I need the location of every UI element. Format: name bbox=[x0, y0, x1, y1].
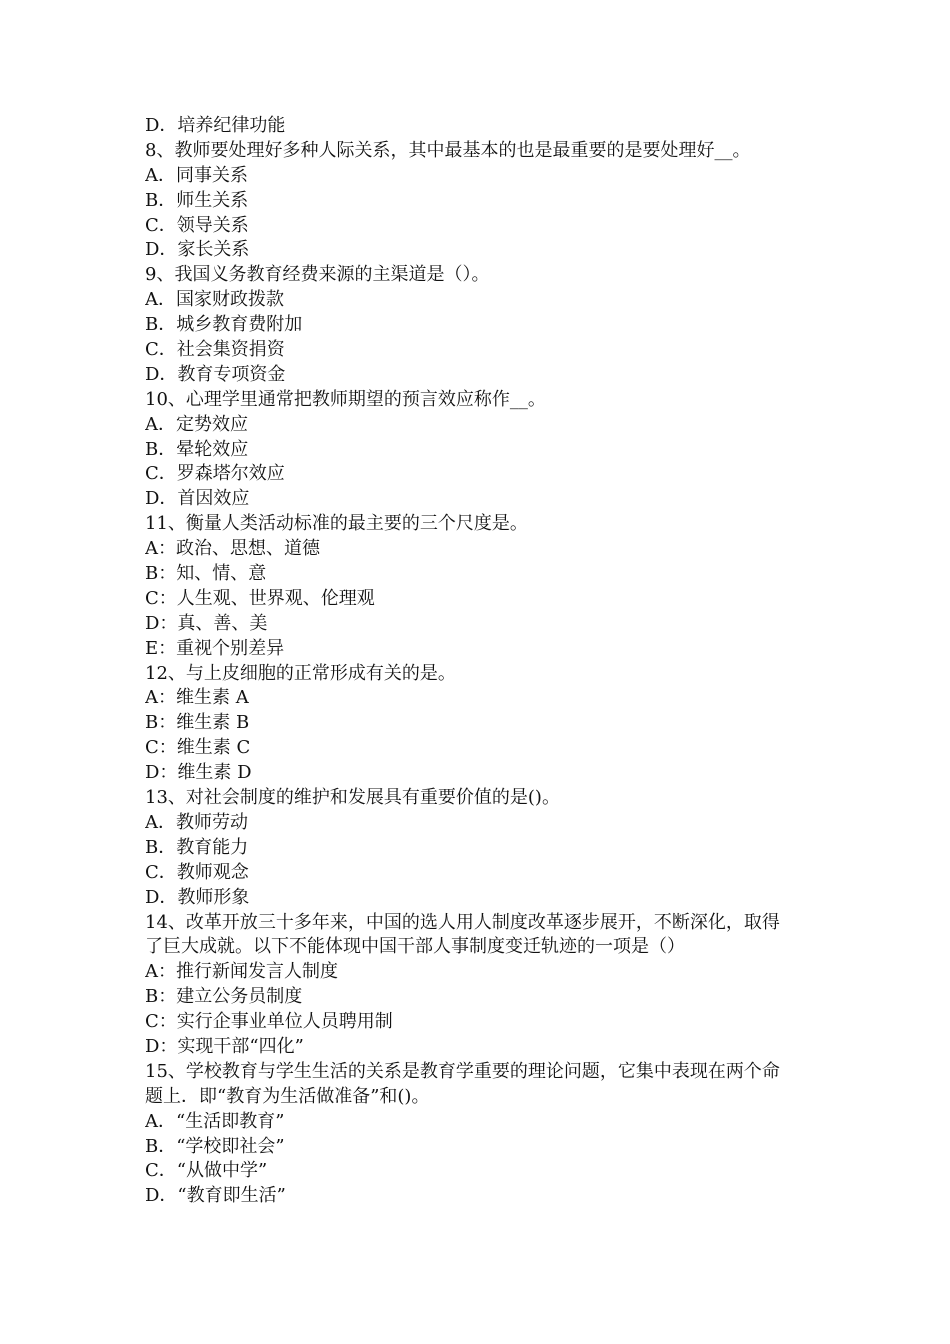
question-line: 题上．即“教育为生活做准备”和()。 bbox=[145, 1085, 430, 1107]
option-line: D．“教育即生活” bbox=[145, 1185, 286, 1207]
document-page bbox=[145, 114, 815, 1209]
option-line: A：政治、思想、道德 bbox=[145, 538, 320, 560]
question-line: 12、与上皮细胞的正常形成有关的是。 bbox=[145, 662, 456, 684]
option-line: B．教育能力 bbox=[145, 836, 249, 858]
option-line: A．定势效应 bbox=[145, 413, 248, 435]
option-line: D：真、善、美 bbox=[145, 612, 268, 634]
question-line: 13、对社会制度的维护和发展具有重要价值的是()。 bbox=[145, 787, 560, 809]
option-line: C．教师观念 bbox=[145, 861, 249, 883]
option-line: D．培养纪律功能 bbox=[145, 115, 286, 136]
option-line: D：实现干部“四化” bbox=[145, 1035, 304, 1057]
option-line: A．同事关系 bbox=[145, 164, 248, 186]
option-line: B．师生关系 bbox=[145, 189, 249, 211]
option-line: A．“生活即教育” bbox=[145, 1110, 285, 1132]
question-line: 了巨大成就。以下不能体现中国干部人事制度变迁轨迹的一项是（） bbox=[145, 936, 685, 958]
option-line: B：建立公务员制度 bbox=[145, 986, 303, 1008]
option-line: B．晕轮效应 bbox=[145, 438, 249, 460]
option-line: B：知、情、意 bbox=[145, 563, 267, 585]
option-line: C：维生素 C bbox=[145, 737, 251, 759]
option-line: B：维生素 B bbox=[145, 712, 250, 734]
option-line: C．社会集资捐资 bbox=[145, 339, 285, 361]
option-line: D．首因效应 bbox=[145, 488, 250, 510]
option-line: D．教师形象 bbox=[145, 886, 250, 908]
option-line: A：维生素 A bbox=[145, 687, 249, 709]
option-line: D：维生素 D bbox=[145, 762, 252, 784]
question-line: 8、教师要处理好多种人际关系，其中最基本的也是最重要的是要处理好__。 bbox=[145, 139, 751, 161]
option-line: A：推行新闻发言人制度 bbox=[145, 961, 338, 983]
option-line: C：人生观、世界观、伦理观 bbox=[145, 587, 375, 609]
option-line: E：重视个别差异 bbox=[145, 637, 285, 659]
question-line: 10、心理学里通常把教师期望的预言效应称作__。 bbox=[145, 388, 546, 410]
option-line: D．家长关系 bbox=[145, 239, 250, 261]
question-line: 11、衡量人类活动标准的最主要的三个尺度是。 bbox=[145, 513, 528, 535]
option-line: C．罗森塔尔效应 bbox=[145, 463, 285, 485]
question-line: 15、学校教育与学生生活的关系是教育学重要的理论问题，它集中表现在两个命 bbox=[145, 1060, 780, 1082]
option-line: A．国家财政拨款 bbox=[145, 289, 284, 311]
option-line: B．城乡教育费附加 bbox=[145, 314, 303, 336]
option-line: C．“从做中学” bbox=[145, 1160, 268, 1182]
option-line: B．“学校即社会” bbox=[145, 1135, 285, 1157]
question-line: 9、我国义务教育经费来源的主渠道是（）。 bbox=[145, 264, 490, 286]
option-line: A．教师劳动 bbox=[145, 811, 248, 833]
option-line: C．领导关系 bbox=[145, 214, 249, 236]
option-line: C：实行企事业单位人员聘用制 bbox=[145, 1011, 393, 1033]
option-line: D．教育专项资金 bbox=[145, 363, 286, 385]
question-line: 14、改革开放三十多年来，中国的选人用人制度改革逐步展开，不断深化，取得 bbox=[145, 911, 780, 933]
